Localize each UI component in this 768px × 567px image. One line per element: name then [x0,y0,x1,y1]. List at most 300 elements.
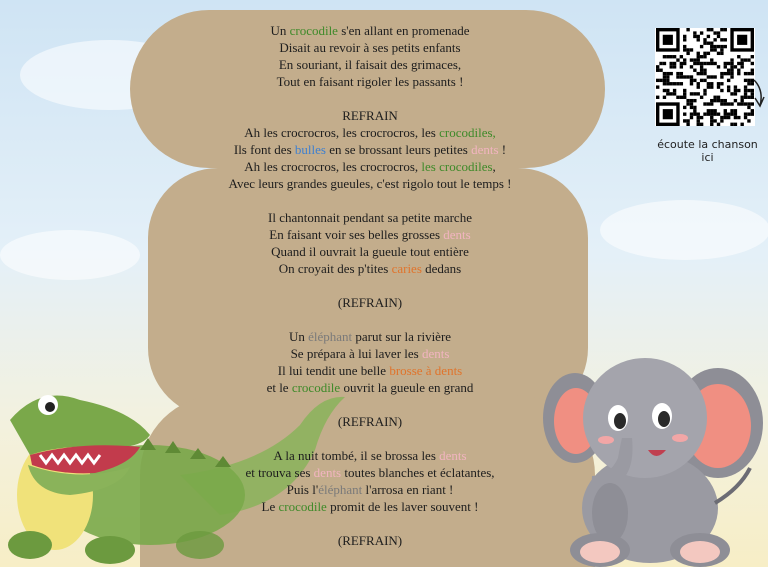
lyric-line [150,39,590,56]
qr-module [744,96,747,99]
highlighted-word: bulles [294,142,326,157]
qr-module [744,112,747,115]
lyric-text: , [492,159,496,174]
lyric-text: Ils font des [233,142,295,157]
qr-module [703,52,706,55]
qr-module [697,35,700,38]
highlighted-word: crocodile [278,499,327,514]
qr-module [673,89,676,92]
cloud [0,230,140,280]
qr-module [659,62,662,65]
qr-module [686,102,689,105]
qr-module [690,116,693,119]
qr-module [720,72,723,75]
lyric-text: En souriant, il faisait des grimaces, [278,57,462,72]
highlighted-word: brosse à dents [389,363,463,378]
stanza-gap [150,192,590,209]
qr-module [727,69,730,72]
lyric-text: Disait au revoir à ses petits enfants [279,40,461,55]
qr-module [713,62,716,65]
highlighted-word: caries [391,261,422,276]
qr-module [673,65,676,68]
qr-module [700,45,703,48]
qr-module [663,62,666,65]
qr-module [663,75,666,78]
qr-module [683,92,686,95]
qr-module [717,112,720,115]
qr-module [666,75,669,78]
lyric-text: Un [270,23,290,38]
qr-module [700,123,703,126]
qr-module [703,72,706,75]
qr-module [666,55,669,58]
qr-module [744,79,747,82]
qr-module [690,102,693,105]
qr-module [710,119,713,122]
qr-module [737,55,740,58]
qr-module [737,102,740,105]
qr-module [744,72,747,75]
qr-module [683,45,686,48]
qr-module [693,69,696,72]
qr-module [713,96,716,99]
qr-module [697,55,700,58]
qr-module [730,58,733,61]
qr-module [686,119,689,122]
qr-module [734,92,737,95]
qr-module [663,82,666,85]
qr-module [690,75,693,78]
qr-module [751,112,754,115]
qr-module [703,38,706,41]
qr-module [713,99,716,102]
qr-module [670,62,673,65]
lyric-text: Se prépara à lui laver les [290,346,422,361]
qr-module [744,58,747,61]
qr-module [686,75,689,78]
lyric-text: et trouva ses [245,465,314,480]
qr-module [713,31,716,34]
qr-module [734,112,737,115]
qr-module [717,65,720,68]
lyric-line [150,209,590,226]
lyric-line [150,175,590,192]
qr-module [720,45,723,48]
qr-module [703,42,706,45]
highlighted-word: éléphant [308,329,353,344]
qr-module [690,82,693,85]
qr-module [707,112,710,115]
qr-module [663,35,673,45]
qr-module [700,69,703,72]
lyric-line [150,141,590,158]
qr-module [703,79,706,82]
qr-module [727,102,730,105]
qr-module [713,75,716,78]
highlighted-word: dents [443,227,471,242]
qr-module [673,62,676,65]
qr-module [666,82,669,85]
qr-module [703,112,706,115]
lyric-text: s'en allant en promenade [337,23,470,38]
qr-module [700,116,703,119]
qr-module [751,72,754,75]
lyric-text: Ah les crocrocros, les crocrocros, les [244,125,440,140]
lyric-line [150,481,590,498]
qr-module [747,112,750,115]
qr-module [676,75,679,78]
qr-module [680,65,683,68]
qr-module [693,106,696,109]
qr-module [700,72,703,75]
qr-module [656,79,659,82]
qr-module [666,72,669,75]
qr-module [673,82,676,85]
lyric-text: Puis l' [286,482,319,497]
stanza-gap [150,430,590,447]
qr-module [697,62,700,65]
qr-module [717,99,720,102]
lyric-line [150,464,590,481]
qr-module [724,99,727,102]
qr-module [697,92,700,95]
qr-module [713,45,716,48]
qr-module [727,72,730,75]
qr-module [707,85,710,88]
qr-module [744,85,747,88]
lyric-line [150,158,590,175]
qr-module [730,112,733,115]
qr-module [697,52,700,55]
qr-module [734,116,737,119]
qr-module [703,69,706,72]
qr-module [686,52,689,55]
qr-module [703,89,706,92]
qr-module [710,123,713,126]
qr-module [720,119,723,122]
qr-module [663,89,666,92]
qr-module [737,72,740,75]
qr-module [690,79,693,82]
qr-module [707,52,710,55]
cloud [600,200,768,260]
qr-module [747,119,750,122]
qr-module [717,85,720,88]
qr-module [670,92,673,95]
qr-module [751,55,754,58]
qr-module [737,89,740,92]
qr-module [710,82,713,85]
lyric-text: (REFRAIN) [337,295,403,310]
qr-module [700,62,703,65]
qr-module [670,55,673,58]
qr-module [690,58,693,61]
stanza-gap [150,515,590,532]
qr-module [683,62,686,65]
qr-module [663,109,673,119]
qr-module [730,75,733,78]
qr-module [710,102,713,105]
lyric-text: dedans [421,261,462,276]
qr-module [730,72,733,75]
qr-module [751,62,754,65]
qr-module [703,102,706,105]
lyric-text: toutes blanches et éclatantes, [341,465,495,480]
highlighted-word: dents [471,142,499,157]
qr-module [713,48,716,51]
qr-module [724,28,727,31]
qr-module [747,106,750,109]
qr-module [680,82,683,85]
qr-module [720,102,723,105]
qr-module [700,31,703,34]
qr-module [700,65,703,68]
lyric-text: Tout en faisant rigoler les passants ! [276,74,464,89]
qr-module [686,99,689,102]
qr-module [676,58,679,61]
qr-module [740,96,743,99]
qr-module [720,89,723,92]
lyric-line [150,498,590,515]
lyric-text: parut sur la rivière [352,329,452,344]
qr-module [683,58,686,61]
qr-module [693,58,696,61]
lyric-text: A la nuit tombé, il se brossa les [273,448,440,463]
lyric-line [150,22,590,39]
qr-module [680,72,683,75]
qr-module [697,38,700,41]
qr-module [727,62,730,65]
qr-module [680,55,683,58]
qr-module [720,75,723,78]
qr-module [663,79,666,82]
qr-module [656,96,659,99]
qr-module [707,28,710,31]
qr-module [690,106,693,109]
qr-module [710,48,713,51]
qr-module [680,62,683,65]
lyric-line [150,243,590,260]
qr-module [673,92,676,95]
qr-module [740,58,743,61]
qr-module [720,52,723,55]
qr-module [686,48,689,51]
qr-module [693,92,696,95]
qr-module [747,79,750,82]
qr-module [710,62,713,65]
qr-module [683,89,686,92]
qr-module [717,82,720,85]
qr-module [734,85,737,88]
qr-module [737,69,740,72]
qr-module [747,58,750,61]
qr-module [686,123,689,126]
qr-module [744,92,747,95]
qr-module [656,85,659,88]
qr-module [717,52,720,55]
qr-module [666,79,669,82]
qr-module [720,28,723,31]
qr-module [697,123,700,126]
qr-module [747,96,750,99]
qr-module [734,99,737,102]
qr-module [666,92,669,95]
qr-module [737,116,740,119]
qr-module [683,96,686,99]
qr-module [707,82,710,85]
lyric-line [150,447,590,464]
qr-module [734,89,737,92]
qr-module [707,102,710,105]
lyric-line [150,532,590,549]
qr-code-icon [655,28,755,126]
qr-module [724,109,727,112]
lyric-text: Il chantonnait pendant sa petite marche [268,210,472,225]
qr-module [730,62,733,65]
qr-module [656,65,659,68]
lyric-line [150,73,590,90]
qr-module [697,58,700,61]
qr-module [670,72,673,75]
qr-module [734,123,737,126]
qr-module [703,92,706,95]
highlighted-word: dents [313,465,342,480]
qr-module [700,96,703,99]
qr-module [747,102,750,105]
qr-module [751,69,754,72]
qr-module [724,45,727,48]
lyric-text: l'arrosa en riant ! [362,482,454,497]
qr-module [724,112,727,115]
lyric-line [150,345,590,362]
lyric-text: et le [266,380,292,395]
qr-module [697,112,700,115]
qr-module [720,99,723,102]
qr-module [683,119,686,122]
lyric-text: Un [288,329,309,344]
qr-module [724,62,727,65]
qr-module [707,42,710,45]
qr-module [690,65,693,68]
qr-module [713,38,716,41]
lyric-text: REFRAIN [342,108,398,123]
qr-module [683,75,686,78]
lyric-line [150,124,590,141]
qr-module [720,38,723,41]
qr-module [690,99,693,102]
qr-module [676,72,679,75]
qr-module [710,109,713,112]
qr-module [680,75,683,78]
qr-module [730,123,733,126]
qr-module [717,31,720,34]
qr-module [724,38,727,41]
lyric-text: Le [261,499,279,514]
qr-module [710,99,713,102]
qr-module [747,89,750,92]
qr-module [727,112,730,115]
qr-module [693,79,696,82]
qr-module [740,102,743,105]
qr-module [717,35,720,38]
qr-caption: écoute la chanson ici [657,138,758,164]
qr-module [734,65,737,68]
qr-module [700,79,703,82]
qr-module [744,116,747,119]
qr-module [676,82,679,85]
qr-module [693,35,696,38]
lyric-line [150,56,590,73]
qr-module [710,112,713,115]
qr-code-icon[interactable] [655,28,755,126]
qr-module [659,69,662,72]
lyric-text: On croyait des p'tites [278,261,392,276]
qr-module [683,35,686,38]
qr-module [744,89,747,92]
qr-module [697,72,700,75]
qr-module [727,89,730,92]
qr-module [670,82,673,85]
highlighted-word: les crocodiles [421,159,493,174]
qr-module [707,75,710,78]
lyric-line [150,379,590,396]
qr-module [747,82,750,85]
qr-module [710,58,713,61]
qr-module [693,99,696,102]
qr-module [730,92,733,95]
highlighted-word: crocodiles, [439,125,496,140]
lyric-text: Avec leurs grandes gueules, c'est rigolo tout le temps ! [228,176,512,191]
qr-module [730,65,733,68]
qr-module [693,112,696,115]
qr-module [693,62,696,65]
qr-module [740,123,743,126]
highlighted-word: crocodile [289,23,338,38]
qr-module [737,35,747,45]
qr-module [659,79,662,82]
qr-module [710,116,713,119]
lyric-text: En faisant voir ses belles grosses [269,227,444,242]
qr-module [690,92,693,95]
qr-module [663,96,666,99]
qr-module [737,62,740,65]
lyric-line [150,226,590,243]
lyric-line [150,107,590,124]
qr-module [693,109,696,112]
qr-module [717,45,720,48]
stanza-gap [150,90,590,107]
stanza-gap [150,277,590,294]
lyric-line [150,294,590,311]
lyric-text: ouvrit la gueule en grand [340,380,474,395]
qr-module [700,55,703,58]
qr-module [720,48,723,51]
lyric-text: Quand il ouvrait la gueule tout entière [271,244,469,259]
qr-module [713,119,716,122]
qr-module [683,112,686,115]
highlighted-word: éléphant [318,482,363,497]
qr-module [663,72,666,75]
qr-module [740,62,743,65]
qr-module [727,116,730,119]
qr-module [690,112,693,115]
stanza-gap [150,396,590,413]
lyric-line [150,260,590,277]
qr-module [740,65,743,68]
lyric-text: ! [498,142,507,157]
highlighted-word: crocodile [291,380,341,395]
qr-module [734,109,737,112]
